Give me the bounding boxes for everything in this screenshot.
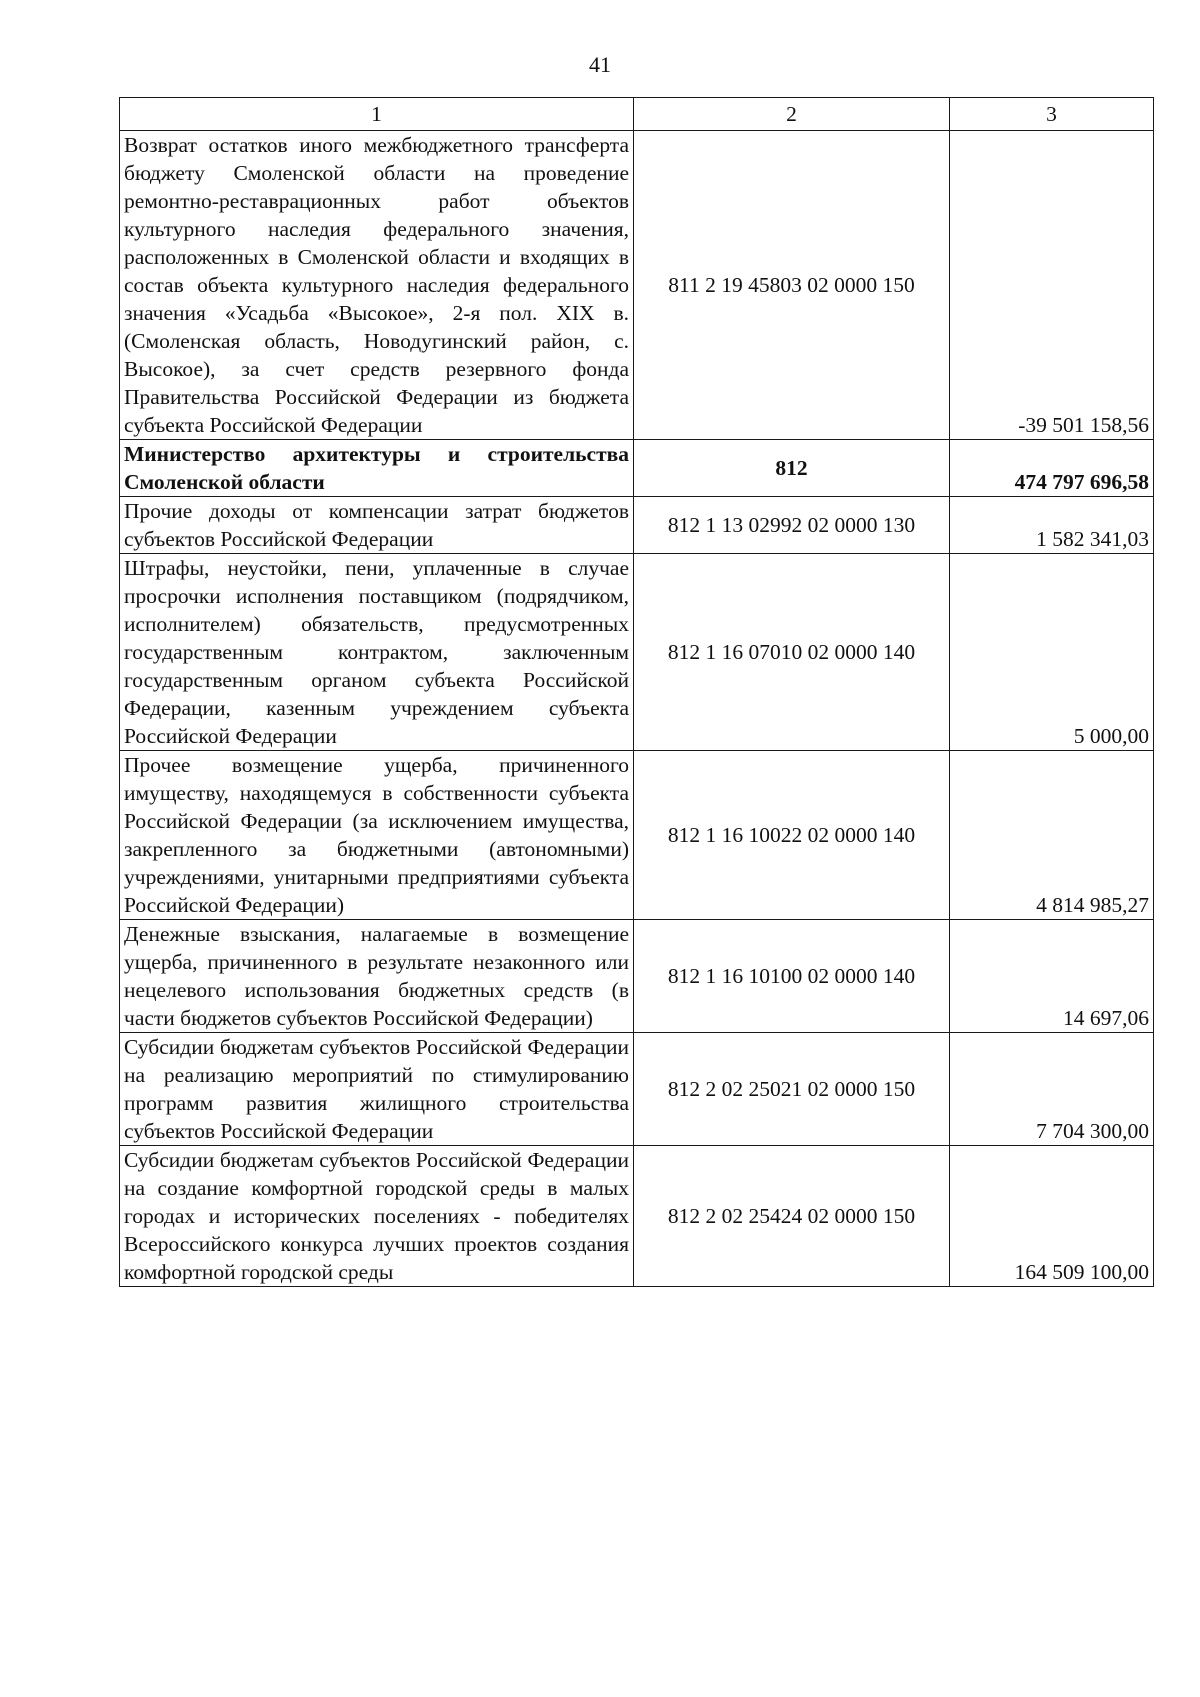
row-description: Возврат остатков иного межбюджетного трансферта бюджету Смоленской области на проведение ремонтно-реставрационных работ объектов культурного наследия федерального значения, расположенных в Смоленской области и входящих в состав объекта культурного наследия федерального значения «Усадьба «Высокое», 2-я пол. XIX в. (Смоленская область, Новодугинский район, с. Высокое), за счет средств резервного фонда Правительства Российской Федерации из бюджета субъекта Российской Федерации bbox=[120, 131, 634, 440]
header-column-2: 2 bbox=[634, 98, 950, 131]
page-number: 41 bbox=[589, 52, 611, 77]
table-row bbox=[120, 920, 1154, 1033]
row-amount: 1 582 341,03 bbox=[950, 497, 1154, 554]
row-budget-code: 812 1 13 02992 02 0000 130 bbox=[634, 497, 950, 554]
table-header-row bbox=[120, 98, 1154, 131]
row-amount: 7 704 300,00 bbox=[950, 1033, 1154, 1146]
table-row bbox=[120, 131, 1154, 440]
row-budget-code: 812 2 02 25424 02 0000 150 bbox=[634, 1146, 950, 1287]
table-row bbox=[120, 751, 1154, 920]
table-row-ministry-total bbox=[120, 440, 1154, 497]
row-description: Министерство архитектуры и строительства Смоленской области bbox=[120, 440, 634, 497]
row-amount: 4 814 985,27 bbox=[950, 751, 1154, 920]
header-column-3: 3 bbox=[950, 98, 1154, 131]
row-description: Субсидии бюджетам субъектов Российской Федерации на реализацию мероприятий по стимулированию программ развития жилищного строительства субъектов Российской Федерации bbox=[120, 1033, 634, 1146]
budget-revenue-table bbox=[119, 97, 1154, 1287]
table-row bbox=[120, 497, 1154, 554]
row-description: Прочие доходы от компенсации затрат бюджетов субъектов Российской Федерации bbox=[120, 497, 634, 554]
row-budget-code: 812 1 16 10022 02 0000 140 bbox=[634, 751, 950, 920]
row-amount: 164 509 100,00 bbox=[950, 1146, 1154, 1287]
row-budget-code: 812 1 16 10100 02 0000 140 bbox=[634, 920, 950, 1033]
header-column-1: 1 bbox=[120, 98, 634, 131]
row-description: Денежные взыскания, налагаемые в возмещение ущерба, причиненного в результате незаконного или нецелевого использования бюджетных средств (в части бюджетов субъектов Российской Федерации) bbox=[120, 920, 634, 1033]
row-budget-code: 812 1 16 07010 02 0000 140 bbox=[634, 554, 950, 751]
row-description: Прочее возмещение ущерба, причиненного имуществу, находящемуся в собственности субъекта Российской Федерации (за исключением имущества, закрепленного за бюджетными (автономными) учреждениями, унитарными предприятиями субъекта Российской Федерации) bbox=[120, 751, 634, 920]
table-row bbox=[120, 1146, 1154, 1287]
row-amount: -39 501 158,56 bbox=[950, 131, 1154, 440]
row-description: Субсидии бюджетам субъектов Российской Федерации на создание комфортной городской среды в малых городах и исторических поселениях - победителях Всероссийского конкурса лучших проектов создания комфортной городской среды bbox=[120, 1146, 634, 1287]
table-row bbox=[120, 1033, 1154, 1146]
row-amount: 5 000,00 bbox=[950, 554, 1154, 751]
row-amount: 14 697,06 bbox=[950, 920, 1154, 1033]
table-row bbox=[120, 554, 1154, 751]
row-amount: 474 797 696,58 bbox=[950, 440, 1154, 497]
row-budget-code: 812 bbox=[634, 440, 950, 497]
row-description: Штрафы, неустойки, пени, уплаченные в случае просрочки исполнения поставщиком (подрядчиком, исполнителем) обязательств, предусмотренных государственным контрактом, заключенным государственным органом субъекта Российской Федерации, казенным учреждением субъекта Российской Федерации bbox=[120, 554, 634, 751]
row-budget-code: 812 2 02 25021 02 0000 150 bbox=[634, 1033, 950, 1146]
row-budget-code: 811 2 19 45803 02 0000 150 bbox=[634, 131, 950, 440]
